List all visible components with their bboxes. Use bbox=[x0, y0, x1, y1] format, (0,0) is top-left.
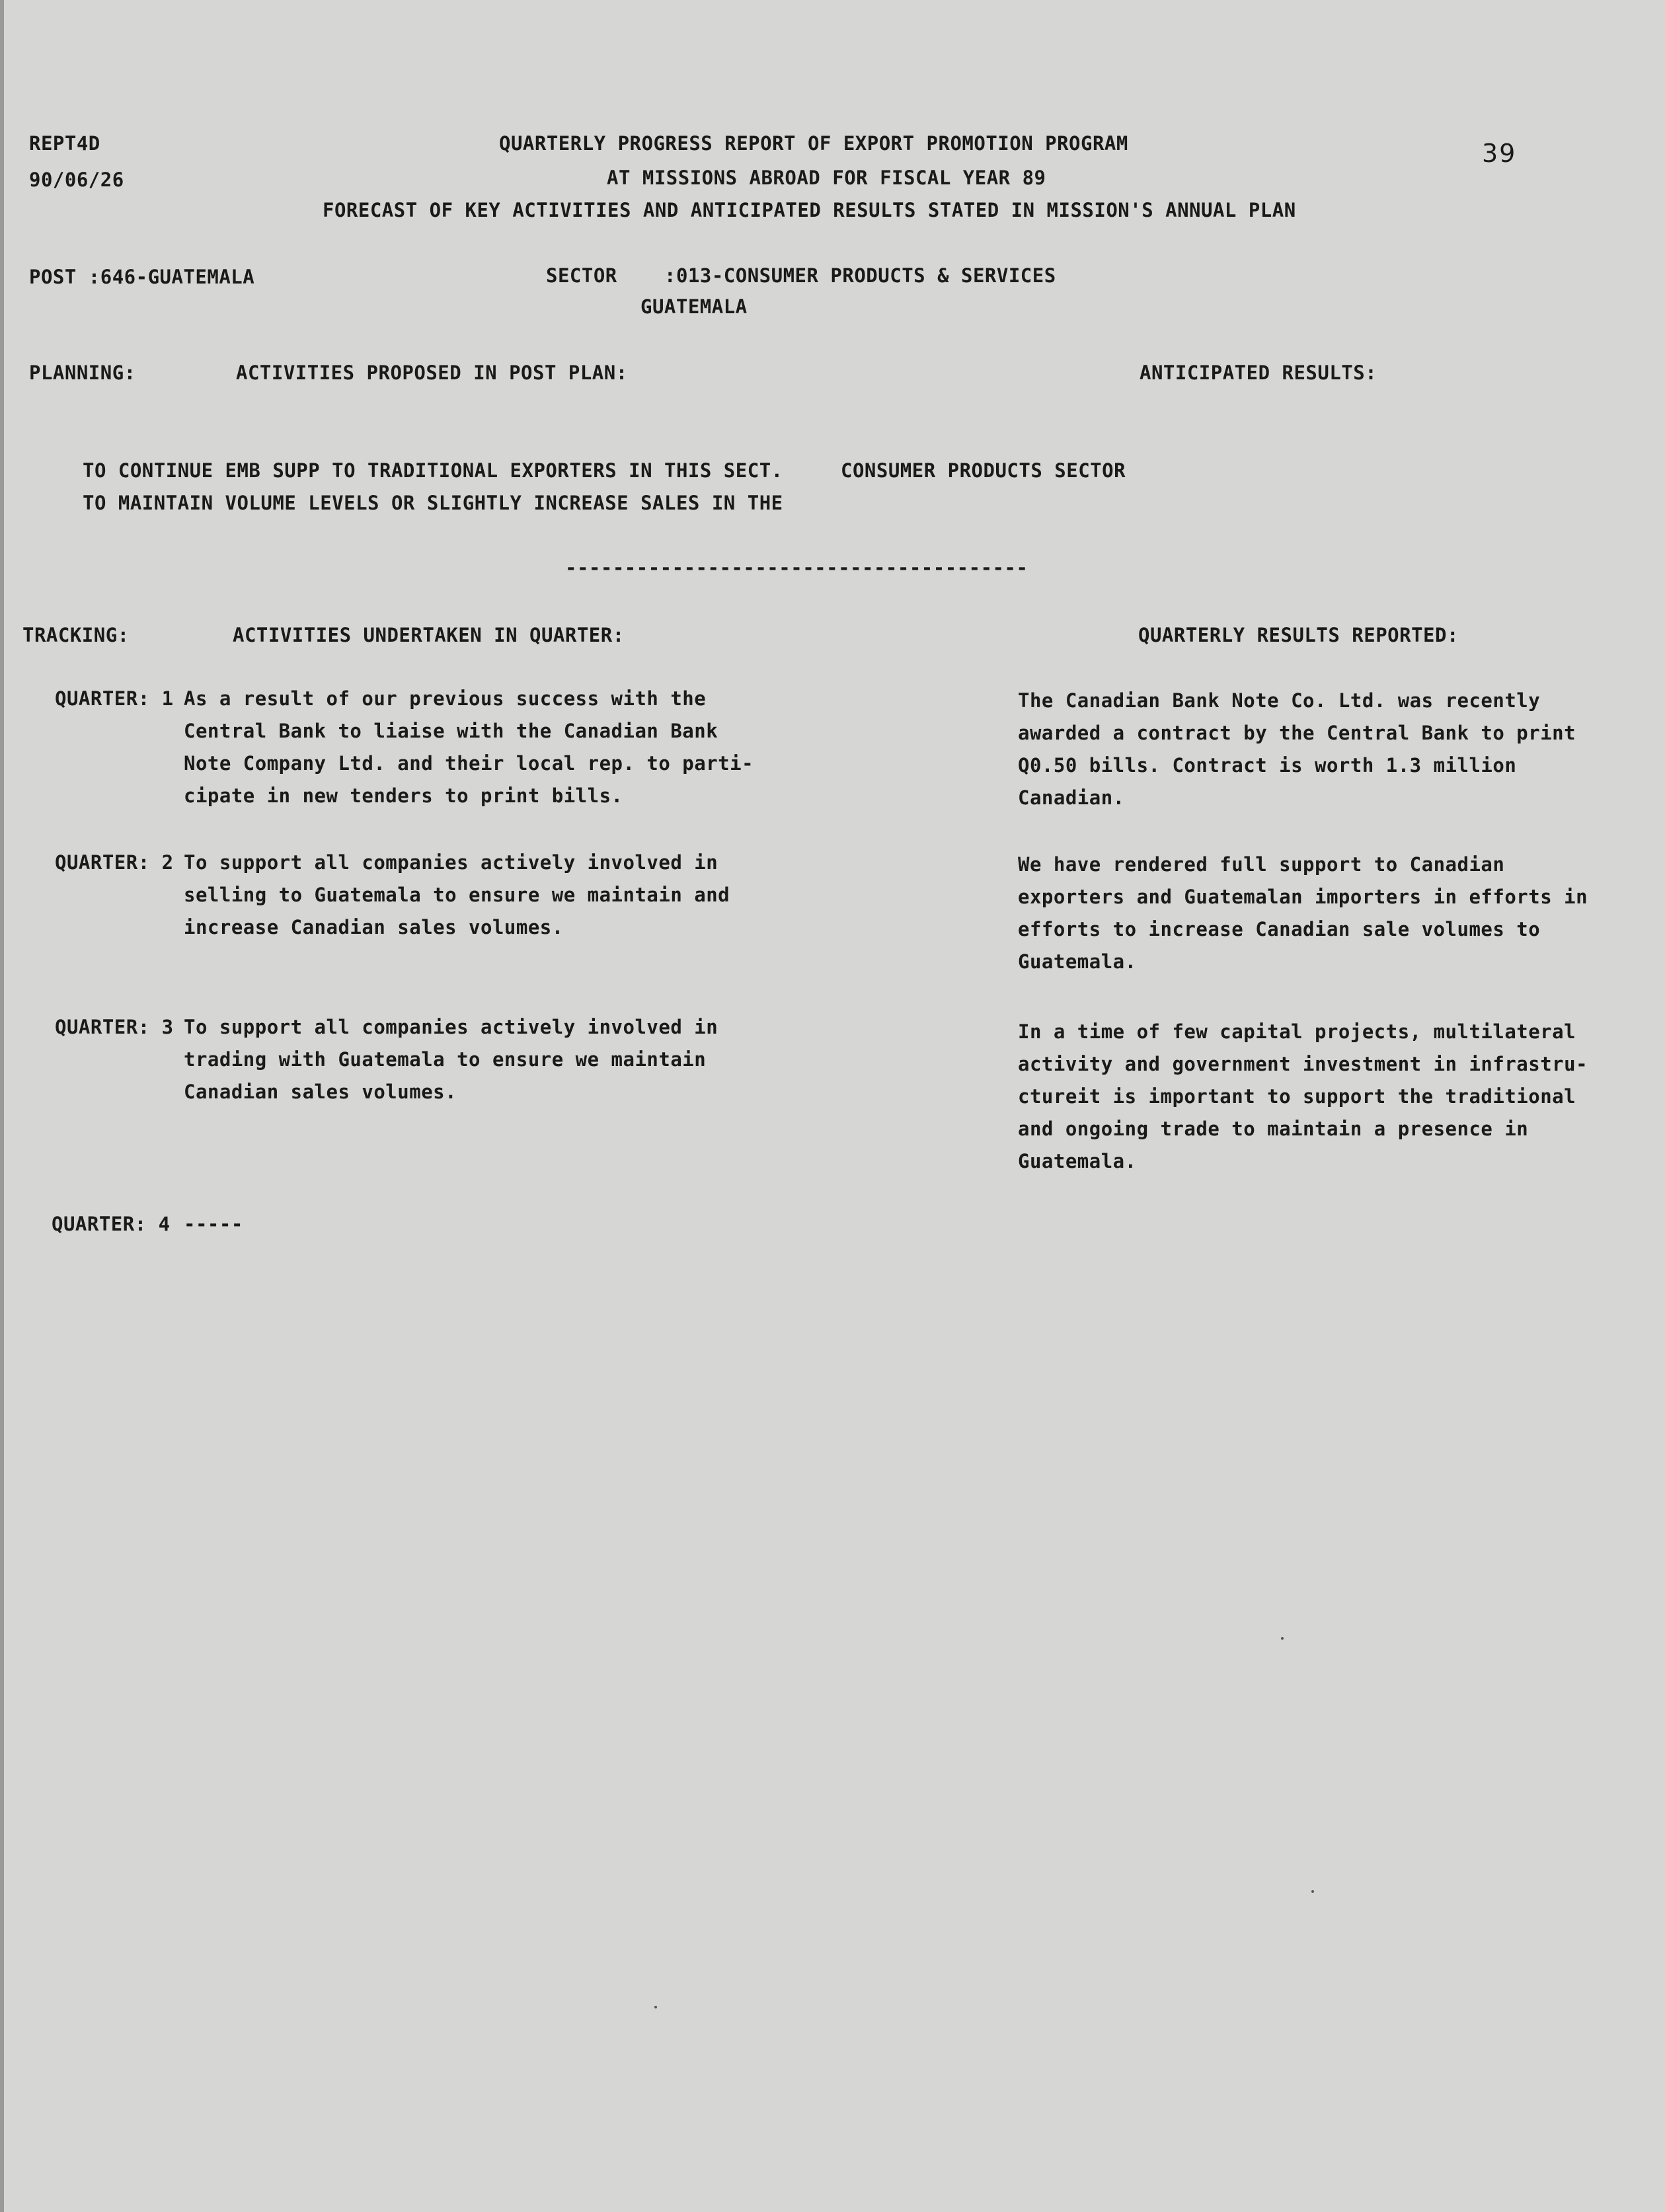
result-line: activity and government investment in infrastru- bbox=[1018, 1053, 1588, 1075]
result-line: In a time of few capital projects, multilateral bbox=[1018, 1020, 1576, 1043]
tracking-results-heading: QUARTERLY RESULTS REPORTED: bbox=[1138, 624, 1459, 646]
report-date: 90/06/26 bbox=[29, 169, 124, 191]
planning-results-heading: ANTICIPATED RESULTS: bbox=[1140, 362, 1377, 384]
result-line: awarded a contract by the Central Bank to print bbox=[1018, 722, 1576, 744]
result-line: The Canadian Bank Note Co. Ltd. was recently bbox=[1018, 689, 1541, 712]
quarter-3-activities bbox=[184, 1011, 718, 1108]
result-line: We have rendered full support to Canadian bbox=[1018, 853, 1505, 876]
result-line: exporters and Guatemalan importers in efforts in bbox=[1018, 886, 1588, 908]
sector-value: :013-CONSUMER PRODUCTS & SERVICES bbox=[664, 264, 1056, 287]
result-line: and ongoing trade to maintain a presence in bbox=[1018, 1118, 1529, 1140]
result-line: Q0.50 bills. Contract is worth 1.3 million bbox=[1018, 754, 1517, 777]
report-title-line-2: AT MISSIONS ABROAD FOR FISCAL YEAR 89 bbox=[607, 167, 1046, 189]
result-line: Guatemala. bbox=[1018, 950, 1137, 973]
activity-line: increase Canadian sales volumes. bbox=[184, 916, 564, 938]
report-title-line-1: QUARTERLY PROGRESS REPORT OF EXPORT PROMOTION PROGRAM bbox=[499, 132, 1128, 155]
planning-activity-line: TO CONTINUE EMB SUPP TO TRADITIONAL EXPORTERS IN THIS SECT. bbox=[83, 459, 783, 482]
separator-line: --------------------------------------- bbox=[565, 556, 1028, 579]
planning-activities-text bbox=[83, 455, 783, 519]
result-line: Canadian. bbox=[1018, 786, 1125, 809]
activity-line: Note Company Ltd. and their local rep. to parti- bbox=[184, 752, 754, 775]
report-code: REPT4D bbox=[29, 132, 100, 155]
sector-label: SECTOR bbox=[546, 264, 617, 287]
quarter-1-label: QUARTER: 1 bbox=[55, 687, 174, 710]
planning-activities-heading: ACTIVITIES PROPOSED IN POST PLAN: bbox=[236, 362, 628, 384]
scan-speck bbox=[1311, 1890, 1314, 1893]
quarter-3-results bbox=[1018, 1016, 1588, 1178]
quarter-2-activities bbox=[184, 847, 730, 944]
quarter-3-label: QUARTER: 3 bbox=[55, 1016, 174, 1038]
scan-speck bbox=[654, 2006, 657, 2008]
report-title-line-3: FORECAST OF KEY ACTIVITIES AND ANTICIPATED RESULTS STATED IN MISSION'S ANNUAL PLAN bbox=[323, 199, 1296, 221]
planning-label: PLANNING: bbox=[29, 362, 136, 384]
activity-line: Central Bank to liaise with the Canadian Bank bbox=[184, 720, 718, 742]
activity-line: As a result of our previous success with the bbox=[184, 687, 707, 710]
activity-line: cipate in new tenders to print bills. bbox=[184, 784, 623, 807]
scan-speck bbox=[1281, 1637, 1284, 1640]
page-number: 39 bbox=[1482, 139, 1517, 168]
result-line: ctureit is important to support the traditional bbox=[1018, 1085, 1576, 1108]
quarter-2-label: QUARTER: 2 bbox=[55, 851, 174, 874]
result-line: efforts to increase Canadian sale volumes to bbox=[1018, 918, 1541, 940]
quarter-1-activities bbox=[184, 683, 754, 812]
quarter-2-results bbox=[1018, 849, 1588, 978]
quarter-4-activities: ----- bbox=[184, 1213, 243, 1235]
quarter-4-label: QUARTER: 4 bbox=[52, 1213, 171, 1235]
sector-country: GUATEMALA bbox=[640, 295, 748, 318]
activity-line: Canadian sales volumes. bbox=[184, 1081, 457, 1103]
tracking-label: TRACKING: bbox=[22, 624, 130, 646]
post-label: POST :646-GUATEMALA bbox=[29, 266, 255, 288]
activity-line: selling to Guatemala to ensure we maintain and bbox=[184, 884, 730, 906]
tracking-activities-heading: ACTIVITIES UNDERTAKEN IN QUARTER: bbox=[233, 624, 625, 646]
quarter-1-results bbox=[1018, 685, 1576, 814]
activity-line: trading with Guatemala to ensure we maintain bbox=[184, 1048, 707, 1071]
activity-line: To support all companies actively involved in bbox=[184, 1016, 718, 1038]
activity-line: To support all companies actively involved in bbox=[184, 851, 718, 874]
planning-activity-line: TO MAINTAIN VOLUME LEVELS OR SLIGHTLY INCREASE SALES IN THE bbox=[83, 492, 783, 514]
result-line: Guatemala. bbox=[1018, 1150, 1137, 1172]
planning-results-text: CONSUMER PRODUCTS SECTOR bbox=[841, 459, 1126, 482]
page-edge bbox=[0, 0, 4, 2212]
